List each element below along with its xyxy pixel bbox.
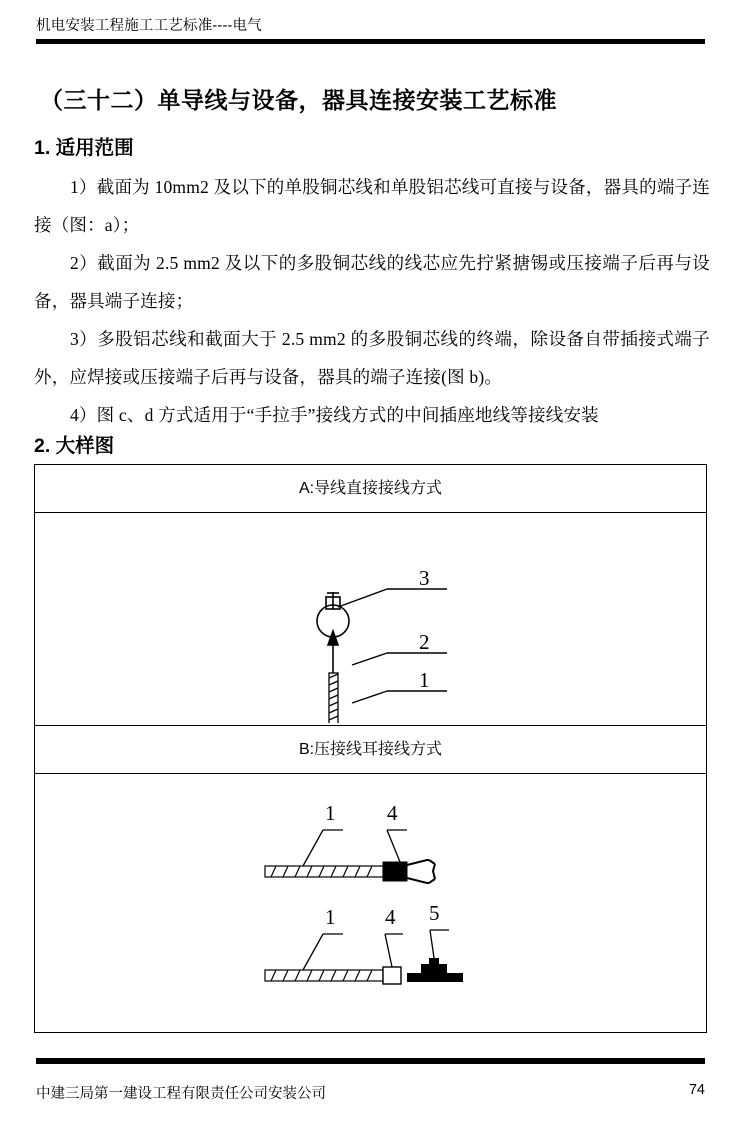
upper-assembly <box>265 801 435 883</box>
header-title: 机电安装工程施工工艺标准----电气 <box>36 18 262 34</box>
figure-a-caption: A:导线直接接线方式 <box>35 465 706 513</box>
header-divider <box>36 39 705 44</box>
figure-b-drawing <box>35 774 706 1032</box>
detail-drawing-table <box>34 464 707 1033</box>
section-body-1 <box>34 168 710 434</box>
paragraph: 1）截面为 10mm2 及以下的单股铜芯线和单股铝芯线可直接与设备，器具的端子连接（图：a）； <box>34 177 710 235</box>
paragraph: 3）多股铝芯线和截面大于 2.5 mm2 的多股铜芯线的终端，除设备自带插接式端子外，应焊接或压接端子后再与设备，器具的端子连接(图 b)。 <box>34 329 710 387</box>
section-heading-1: 1. 适用范围 <box>34 137 134 159</box>
callout-2: 2 <box>419 630 430 654</box>
page-title: （三十二）单导线与设备，器具连接安装工艺标准 <box>40 87 557 113</box>
section-heading-2: 2. 大样图 <box>34 435 115 457</box>
footer-divider <box>36 1058 705 1064</box>
callout-1: 1 <box>325 905 336 929</box>
conductor <box>329 673 338 723</box>
callout-4: 4 <box>385 905 396 929</box>
paragraph: 2）截面为 2.5 mm2 及以下的多股铜芯线的线芯应先拧紧搪锡或压接端子后再与设备，器具端子连接； <box>34 253 710 311</box>
lower-assembly <box>265 901 463 984</box>
figure-a-svg <box>35 513 705 723</box>
paragraph: 4）图 c、d 方式适用于“手拉手”接线方式的中间插座地线等接线安装 <box>70 405 599 425</box>
figure-b-svg <box>35 774 705 1029</box>
callout-1: 1 <box>325 801 336 825</box>
figure-a-drawing <box>35 513 706 726</box>
footer-company: 中建三局第一建设工程有限责任公司安装公司 <box>36 1086 326 1102</box>
figure-b-caption: B:压接线耳接线方式 <box>35 726 706 774</box>
callout-4: 4 <box>387 801 398 825</box>
page-header <box>36 16 705 44</box>
callout-5: 5 <box>429 901 440 925</box>
callout-1: 1 <box>419 668 430 692</box>
callout-3: 3 <box>419 566 430 590</box>
footer-page-number: 74 <box>688 1082 705 1098</box>
